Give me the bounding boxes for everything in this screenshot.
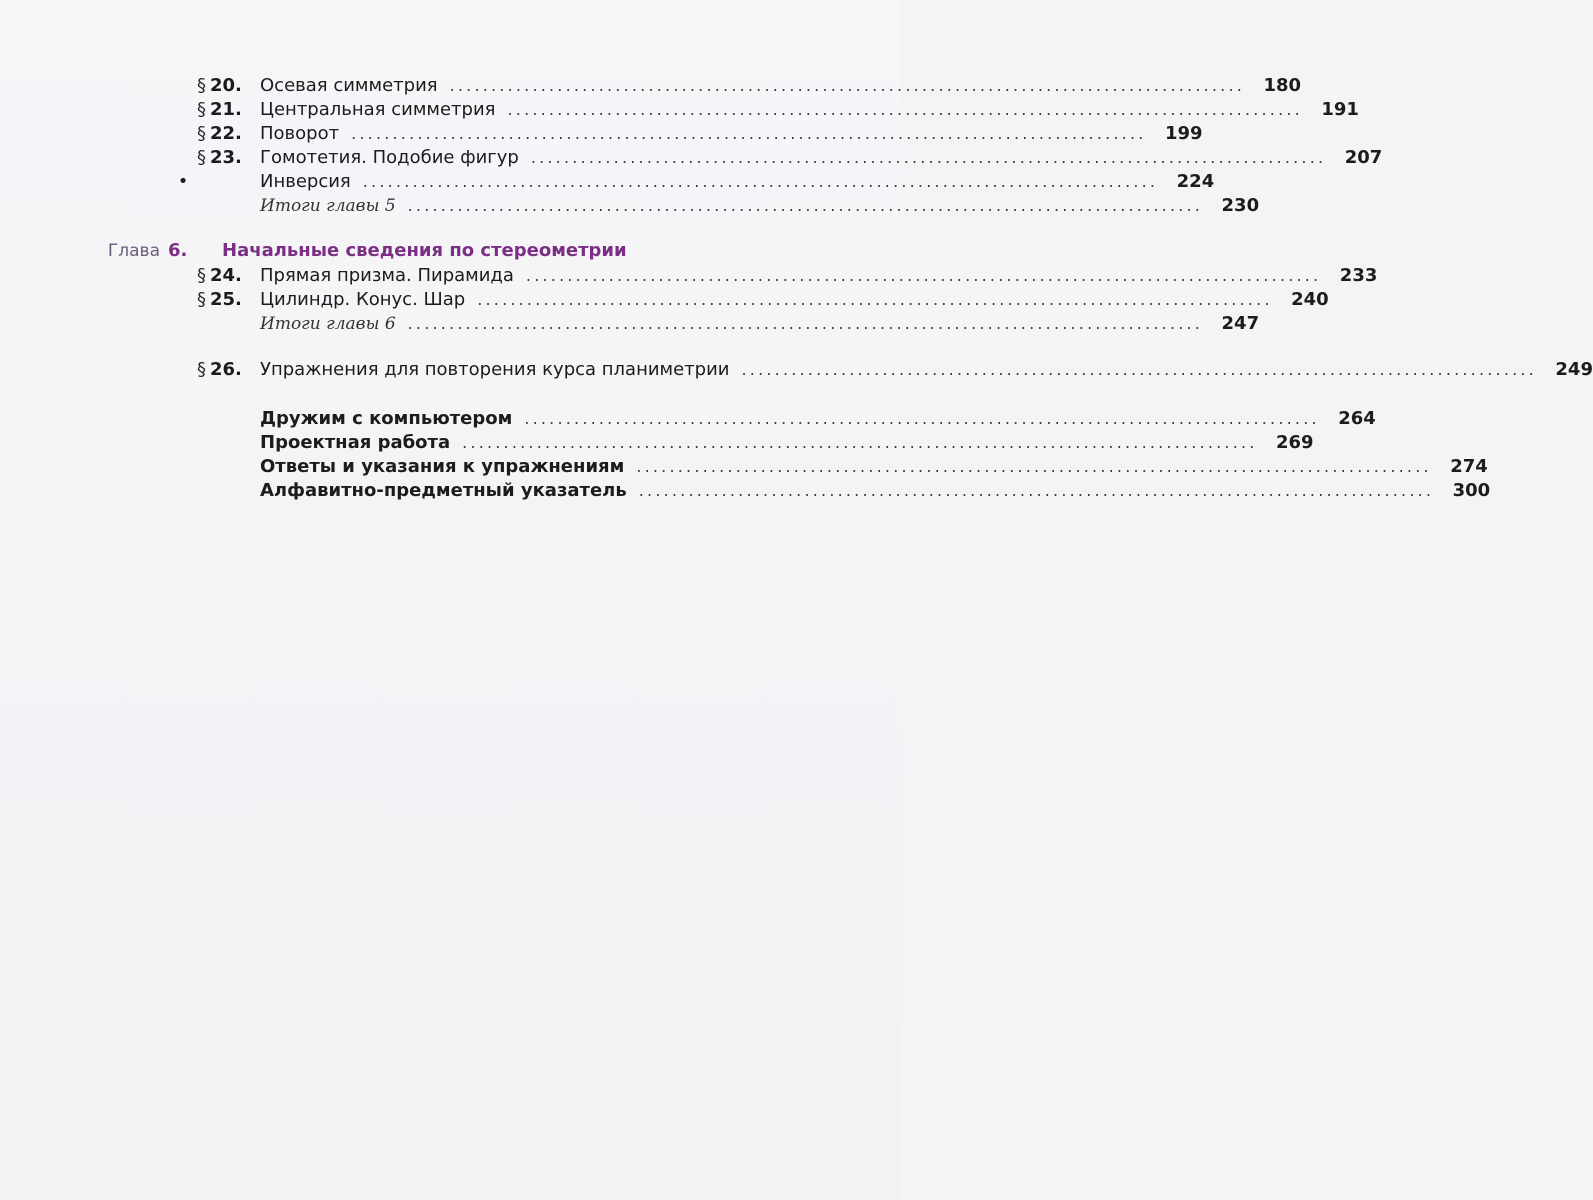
chapter-title: Начальные сведения по стереометрии — [222, 240, 627, 261]
toc-entry-25[interactable] — [100, 288, 1329, 312]
page-number: 207 — [1344, 147, 1383, 168]
section-mark: § — [197, 99, 206, 120]
toc-entry-summary-6[interactable] — [100, 312, 1260, 336]
toc-entry-24[interactable] — [100, 264, 1378, 288]
dot-leader: ................................................................................................ — [407, 314, 1204, 333]
dot-leader: ................................................................................................ — [407, 196, 1204, 215]
toc-entry-20[interactable] — [100, 74, 1302, 98]
page-number: 269 — [1276, 432, 1314, 453]
section-title: Поворот — [260, 123, 340, 144]
dot-leader: ................................................................................................ — [524, 409, 1320, 428]
toc-entry-project[interactable] — [100, 431, 1314, 455]
section-number: 23. — [210, 147, 242, 168]
appendix-title: Дружим с компьютером — [260, 408, 513, 429]
dot-leader: ................................................................................................ — [636, 457, 1432, 476]
section-number: 25. — [210, 289, 242, 310]
toc-entry-23[interactable] — [100, 146, 1383, 170]
section-mark: § — [197, 265, 206, 286]
appendix-title: Ответы и указания к упражнениям — [260, 456, 625, 477]
section-mark: § — [197, 123, 206, 144]
section-number: 22. — [210, 123, 242, 144]
dot-leader: ................................................................................................ — [741, 360, 1537, 379]
toc-entry-26[interactable] — [100, 358, 1593, 382]
section-mark: § — [197, 289, 206, 310]
chapter-label: Глава — [107, 241, 160, 261]
section-mark: § — [197, 359, 206, 380]
appendix-title: Проектная работа — [260, 432, 451, 453]
toc-entry-answers[interactable] — [100, 455, 1488, 479]
page-number: 247 — [1221, 313, 1260, 334]
dot-leader: ................................................................................................ — [449, 76, 1246, 95]
chapter-6-heading[interactable] — [100, 239, 875, 263]
page-number: 224 — [1176, 171, 1215, 192]
toc-entry-inversion[interactable] — [100, 170, 1215, 194]
section-title: Центральная симметрия — [260, 99, 496, 120]
section-number: 21. — [210, 99, 242, 120]
dot-leader: ................................................................................................ — [525, 266, 1322, 285]
page-number: 180 — [1263, 75, 1302, 96]
page-number: 233 — [1339, 265, 1378, 286]
chapter-number: 6. — [168, 240, 188, 261]
section-number: 24. — [210, 265, 242, 286]
dot-leader: ................................................................................................ — [507, 100, 1303, 119]
section-number: 26. — [210, 359, 242, 380]
dot-leader: ................................................................................................ — [477, 290, 1273, 309]
page-number: 191 — [1321, 99, 1359, 120]
page-number: 300 — [1452, 480, 1491, 501]
toc-entry-computer[interactable] — [100, 407, 1376, 431]
dot-leader: ................................................................................................ — [351, 124, 1147, 143]
dot-leader: ................................................................................................ — [530, 148, 1327, 167]
page-number: 264 — [1338, 408, 1376, 429]
toc-entry-22[interactable] — [100, 122, 1203, 146]
bullet-icon: • — [177, 171, 189, 192]
section-title: Упражнения для повторения курса планиметрии — [260, 359, 730, 380]
page-number: 249 — [1555, 359, 1593, 380]
toc-entry-summary-5[interactable] — [100, 194, 1260, 218]
section-title: Инверсия — [260, 171, 351, 192]
section-title: Осевая симметрия — [260, 75, 438, 96]
chapter-summary-title: Итоги главы 5 — [260, 196, 396, 216]
section-title: Цилиндр. Конус. Шар — [260, 289, 466, 310]
section-mark: § — [197, 147, 206, 168]
page-number: 240 — [1291, 289, 1329, 310]
page-number: 230 — [1221, 195, 1260, 216]
section-mark: § — [197, 75, 206, 96]
dot-leader: ................................................................................................ — [638, 481, 1435, 500]
toc-entry-21[interactable] — [100, 98, 1359, 122]
page-number: 274 — [1450, 456, 1488, 477]
section-number: 20. — [210, 75, 242, 96]
page-number: 199 — [1164, 123, 1203, 144]
appendix-title: Алфавитно-предметный указатель — [260, 480, 627, 501]
toc-entry-index[interactable] — [100, 479, 1491, 503]
chapter-summary-title: Итоги главы 6 — [260, 314, 396, 334]
dot-leader: ................................................................................................ — [462, 433, 1258, 452]
dot-leader: ................................................................................................ — [362, 172, 1159, 191]
section-title: Гомотетия. Подобие фигур — [260, 147, 519, 168]
section-title: Прямая призма. Пирамида — [260, 265, 514, 286]
